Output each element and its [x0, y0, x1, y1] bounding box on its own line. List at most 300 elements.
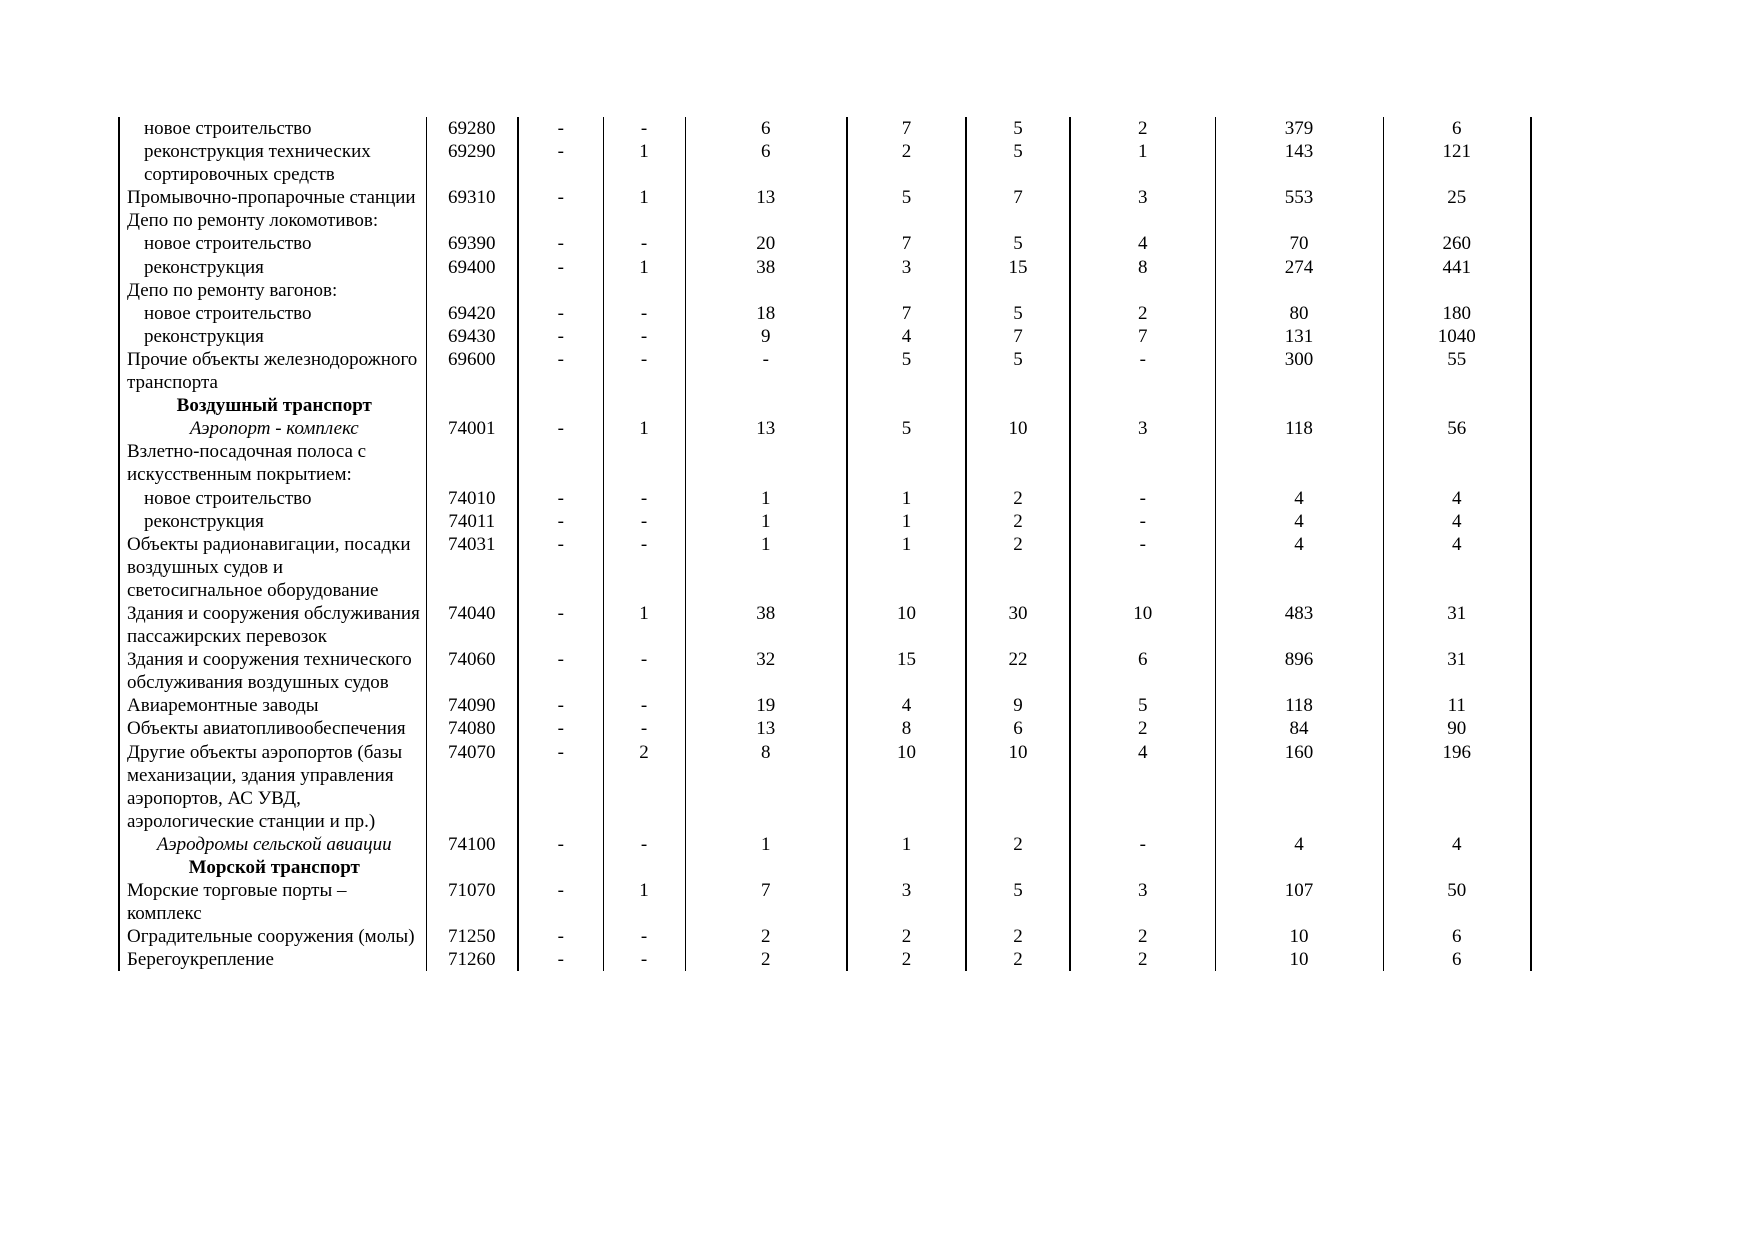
- col8-cell: [1383, 302, 1531, 325]
- col7-value: 274: [1284, 256, 1314, 278]
- col2-cell: [603, 487, 685, 510]
- col6-value: 2: [1138, 118, 1148, 139]
- col8-value: 1040: [1437, 325, 1476, 347]
- col8-cell: [1383, 232, 1531, 255]
- col6-value: 4: [1138, 233, 1148, 255]
- col1-cell: [518, 117, 603, 140]
- col4-value: 4: [901, 695, 912, 717]
- col8-value: 4: [1452, 510, 1462, 532]
- col2-value: -: [640, 510, 648, 532]
- col1-value: -: [557, 302, 564, 324]
- col5-cell: [966, 348, 1070, 394]
- col3-value: 8: [761, 741, 771, 763]
- col6-value: 7: [1138, 325, 1148, 347]
- object-name-cell: [119, 394, 426, 417]
- object-name: реконструкция: [144, 510, 264, 532]
- col8-cell: [1383, 925, 1531, 948]
- col5-cell: [966, 510, 1070, 533]
- col5-value: 10: [1008, 418, 1028, 440]
- col5-cell: [966, 302, 1070, 325]
- code-value: 69600: [448, 348, 496, 370]
- col6-cell: [1070, 140, 1215, 186]
- col7-value: 553: [1284, 187, 1314, 209]
- col5-cell: [966, 717, 1070, 740]
- col7-value: 4: [1294, 487, 1304, 509]
- code-value: 69430: [448, 325, 496, 347]
- col6-value: -: [1139, 487, 1146, 509]
- col5-cell: [966, 209, 1070, 232]
- col8-value: 260: [1442, 233, 1471, 255]
- col2-value: -: [640, 926, 648, 948]
- table-row: [119, 117, 1531, 140]
- col2-value: 1: [639, 880, 649, 902]
- col5-cell: [966, 856, 1070, 879]
- code-value: 74040: [448, 602, 496, 624]
- col4-cell: [847, 279, 966, 302]
- col1-cell: [518, 856, 603, 879]
- col4-cell: [847, 302, 966, 325]
- col5-cell: [966, 602, 1070, 648]
- col6-cell: [1070, 925, 1215, 948]
- col8-cell: [1383, 348, 1531, 394]
- object-name: Аэропорт - комплекс: [189, 418, 359, 440]
- code-cell: [426, 325, 518, 348]
- object-name: Здания и сооружения обслуживания пассажирских перевозок: [127, 602, 420, 648]
- col8-value: 180: [1442, 302, 1471, 324]
- col1-value: -: [557, 695, 564, 717]
- col6-cell: [1070, 186, 1215, 209]
- object-name-cell: [119, 279, 426, 302]
- table-row: [119, 602, 1531, 648]
- table-row: [119, 648, 1531, 694]
- col3-cell: [685, 833, 847, 856]
- object-name-cell: [119, 833, 426, 856]
- object-name: новое строительство: [144, 487, 312, 509]
- col6-cell: [1070, 856, 1215, 879]
- col4-cell: [847, 533, 966, 602]
- object-name: Морской транспорт: [188, 857, 360, 878]
- col7-value: 4: [1294, 510, 1304, 532]
- col1-cell: [518, 440, 603, 486]
- col2-cell: [603, 533, 685, 602]
- object-name-cell: [119, 925, 426, 948]
- col1-value: -: [557, 926, 564, 948]
- col8-value: 6: [1452, 926, 1462, 948]
- col5-value: 5: [1013, 118, 1023, 139]
- col4-value: 1: [901, 833, 912, 855]
- col7-cell: [1215, 440, 1383, 486]
- col1-cell: [518, 694, 603, 717]
- object-name: Промывочно-пропарочные станции: [127, 187, 416, 209]
- col3-value: 1: [761, 533, 771, 555]
- col2-value: -: [640, 718, 648, 740]
- col6-cell: [1070, 879, 1215, 925]
- col8-cell: [1383, 394, 1531, 417]
- col1-cell: [518, 879, 603, 925]
- table-row: [119, 948, 1531, 971]
- col5-value: 5: [1013, 141, 1023, 163]
- code-cell: [426, 186, 518, 209]
- object-name-cell: [119, 232, 426, 255]
- col4-value: 2: [901, 141, 912, 163]
- col8-cell: [1383, 833, 1531, 856]
- col3-cell: [685, 533, 847, 602]
- col2-cell: [603, 648, 685, 694]
- code-value: 74001: [448, 418, 496, 440]
- object-name: реконструкция: [144, 325, 264, 347]
- col2-value: -: [640, 118, 648, 139]
- object-name-cell: [119, 948, 426, 971]
- col6-value: 3: [1138, 418, 1148, 440]
- col5-value: 7: [1013, 187, 1023, 209]
- table-row: [119, 186, 1531, 209]
- code-value: 74060: [448, 649, 496, 671]
- object-name-cell: [119, 694, 426, 717]
- col5-cell: [966, 440, 1070, 486]
- col3-value: 2: [761, 926, 771, 948]
- object-name-cell: [119, 533, 426, 602]
- col8-cell: [1383, 186, 1531, 209]
- col5-value: 9: [1013, 695, 1023, 717]
- col2-cell: [603, 417, 685, 440]
- col7-cell: [1215, 302, 1383, 325]
- object-name-cell: [119, 602, 426, 648]
- object-name: Депо по ремонту локомотивов:: [127, 210, 379, 232]
- col2-cell: [603, 717, 685, 740]
- col2-value: -: [640, 695, 648, 717]
- col3-cell: [685, 487, 847, 510]
- object-name: Здания и сооружения технического обслуживания воздушных судов: [127, 649, 412, 694]
- object-name: Оградительные сооружения (молы): [127, 926, 415, 948]
- col1-value: -: [557, 418, 564, 440]
- col2-value: -: [640, 325, 648, 347]
- col2-value: -: [640, 487, 648, 509]
- code-cell: [426, 232, 518, 255]
- col1-cell: [518, 232, 603, 255]
- col1-cell: [518, 648, 603, 694]
- table-body: [119, 117, 1531, 971]
- col5-value: 5: [1013, 880, 1023, 902]
- col6-value: 1: [1138, 141, 1148, 163]
- code-cell: [426, 256, 518, 279]
- col5-value: 15: [1008, 256, 1028, 278]
- table-row: [119, 440, 1531, 486]
- col5-cell: [966, 417, 1070, 440]
- col3-value: 13: [756, 187, 776, 209]
- col4-cell: [847, 648, 966, 694]
- code-value: 74080: [448, 718, 496, 740]
- col6-value: 2: [1138, 926, 1148, 948]
- table-row: [119, 348, 1531, 394]
- table-row: [119, 209, 1531, 232]
- col3-cell: [685, 117, 847, 140]
- col3-value: 13: [756, 718, 776, 740]
- col6-value: 3: [1138, 880, 1148, 902]
- col7-cell: [1215, 533, 1383, 602]
- col2-value: 1: [639, 256, 649, 278]
- col3-value: 6: [761, 118, 771, 139]
- col4-value: 1: [901, 533, 912, 555]
- col4-cell: [847, 140, 966, 186]
- col7-cell: [1215, 856, 1383, 879]
- col5-cell: [966, 394, 1070, 417]
- col1-cell: [518, 348, 603, 394]
- col4-cell: [847, 694, 966, 717]
- col6-value: 10: [1133, 602, 1153, 624]
- col6-cell: [1070, 602, 1215, 648]
- col1-cell: [518, 140, 603, 186]
- col1-value: -: [557, 649, 564, 671]
- col7-value: 131: [1284, 325, 1314, 347]
- col2-cell: [603, 325, 685, 348]
- col1-cell: [518, 741, 603, 833]
- col6-value: -: [1139, 533, 1146, 555]
- col2-cell: [603, 833, 685, 856]
- code-value: 74031: [448, 533, 496, 555]
- col8-value: 31: [1447, 602, 1467, 624]
- col2-value: -: [640, 533, 648, 555]
- col2-value: -: [640, 302, 648, 324]
- col3-cell: [685, 140, 847, 186]
- col1-value: -: [557, 187, 564, 209]
- col7-value: 300: [1284, 348, 1314, 370]
- object-name: реконструкция технических сортировочных средств: [144, 141, 371, 186]
- col6-cell: [1070, 510, 1215, 533]
- col5-cell: [966, 232, 1070, 255]
- col1-value: -: [557, 833, 564, 855]
- col1-value: -: [557, 533, 564, 555]
- col1-value: -: [557, 118, 564, 139]
- col3-cell: [685, 232, 847, 255]
- col7-value: 483: [1284, 602, 1314, 624]
- col6-cell: [1070, 440, 1215, 486]
- col8-cell: [1383, 117, 1531, 140]
- code-cell: [426, 602, 518, 648]
- col3-cell: [685, 602, 847, 648]
- col3-cell: [685, 648, 847, 694]
- col2-cell: [603, 232, 685, 255]
- col6-value: -: [1139, 510, 1146, 532]
- object-name-cell: [119, 348, 426, 394]
- col3-value: 7: [761, 880, 771, 902]
- col5-value: 2: [1013, 949, 1023, 971]
- col4-cell: [847, 948, 966, 971]
- col4-cell: [847, 325, 966, 348]
- object-name: Взлетно-посадочная полоса с искусственным покрытием:: [127, 441, 367, 486]
- col8-cell: [1383, 256, 1531, 279]
- col7-value: 4: [1294, 833, 1304, 855]
- col4-cell: [847, 602, 966, 648]
- col8-cell: [1383, 717, 1531, 740]
- col4-value: 15: [897, 649, 916, 671]
- col8-value: 196: [1442, 741, 1471, 763]
- col1-value: -: [557, 233, 564, 255]
- col8-cell: [1383, 533, 1531, 602]
- col1-cell: [518, 325, 603, 348]
- object-name: Объекты радионавигации, посадки воздушных судов и светосигнальное оборудование: [127, 533, 411, 601]
- object-name-cell: [119, 856, 426, 879]
- col7-cell: [1215, 256, 1383, 279]
- table-row: [119, 694, 1531, 717]
- table-row: [119, 533, 1531, 602]
- col6-cell: [1070, 302, 1215, 325]
- col2-cell: [603, 948, 685, 971]
- col4-value: 7: [901, 233, 912, 255]
- col8-value: 4: [1452, 487, 1462, 509]
- col2-cell: [603, 879, 685, 925]
- code-cell: [426, 717, 518, 740]
- col7-value: 896: [1284, 649, 1314, 671]
- col2-value: 1: [639, 418, 649, 440]
- col8-value: 121: [1442, 141, 1471, 163]
- col6-value: 2: [1138, 718, 1148, 740]
- col7-value: 84: [1289, 718, 1309, 740]
- col4-cell: [847, 925, 966, 948]
- col8-cell: [1383, 602, 1531, 648]
- table-row: [119, 879, 1531, 925]
- col4-value: 5: [901, 418, 912, 440]
- col4-cell: [847, 394, 966, 417]
- col2-value: 1: [639, 187, 649, 209]
- col7-value: 10: [1289, 926, 1309, 948]
- code-cell: [426, 694, 518, 717]
- col3-value: 18: [756, 302, 776, 324]
- col3-cell: [685, 925, 847, 948]
- col2-cell: [603, 440, 685, 486]
- col8-cell: [1383, 209, 1531, 232]
- col6-cell: [1070, 279, 1215, 302]
- col3-cell: [685, 741, 847, 833]
- col6-value: 2: [1138, 302, 1148, 324]
- col1-value: -: [557, 718, 564, 740]
- col7-cell: [1215, 741, 1383, 833]
- code-cell: [426, 417, 518, 440]
- col4-cell: [847, 256, 966, 279]
- col8-cell: [1383, 487, 1531, 510]
- col4-value: 5: [901, 348, 912, 370]
- col2-cell: [603, 348, 685, 394]
- code-value: 69290: [448, 141, 496, 163]
- col1-value: -: [557, 256, 564, 278]
- code-value: 74070: [448, 741, 496, 763]
- col1-value: -: [557, 348, 564, 370]
- col1-value: -: [557, 487, 564, 509]
- col2-value: -: [640, 649, 648, 671]
- col1-value: -: [557, 949, 564, 971]
- col1-cell: [518, 833, 603, 856]
- col4-cell: [847, 209, 966, 232]
- code-value: 69280: [448, 118, 496, 139]
- table-row: [119, 325, 1531, 348]
- col7-value: 143: [1284, 141, 1314, 163]
- col7-value: 118: [1285, 695, 1313, 717]
- object-name: Прочие объекты железнодорожного транспорта: [127, 348, 418, 394]
- code-value: 71070: [448, 880, 496, 902]
- col7-cell: [1215, 487, 1383, 510]
- col2-cell: [603, 302, 685, 325]
- col7-cell: [1215, 948, 1383, 971]
- col2-cell: [603, 394, 685, 417]
- object-name-cell: [119, 510, 426, 533]
- col1-cell: [518, 279, 603, 302]
- code-cell: [426, 925, 518, 948]
- object-name-cell: [119, 302, 426, 325]
- col3-cell: [685, 279, 847, 302]
- col1-value: -: [557, 741, 564, 763]
- col8-cell: [1383, 510, 1531, 533]
- col2-value: 1: [639, 602, 649, 624]
- col3-value: 20: [756, 233, 776, 255]
- col8-cell: [1383, 279, 1531, 302]
- col4-value: 5: [901, 187, 912, 209]
- col3-cell: [685, 325, 847, 348]
- col6-value: 4: [1138, 741, 1148, 763]
- code-cell: [426, 440, 518, 486]
- table-row: [119, 717, 1531, 740]
- col1-cell: [518, 417, 603, 440]
- col3-value: 13: [756, 418, 776, 440]
- col3-value: 38: [756, 256, 776, 278]
- col7-value: 70: [1289, 233, 1309, 255]
- code-cell: [426, 348, 518, 394]
- col6-value: 8: [1138, 256, 1148, 278]
- col5-cell: [966, 325, 1070, 348]
- col4-cell: [847, 186, 966, 209]
- col2-cell: [603, 602, 685, 648]
- col7-value: 379: [1284, 118, 1314, 139]
- code-value: 74090: [448, 695, 496, 717]
- col5-cell: [966, 648, 1070, 694]
- col4-value: 10: [897, 602, 916, 624]
- col4-cell: [847, 348, 966, 394]
- col5-value: 7: [1013, 325, 1023, 347]
- object-name-cell: [119, 325, 426, 348]
- col4-cell: [847, 417, 966, 440]
- object-name-cell: [119, 117, 426, 140]
- col1-value: -: [557, 325, 564, 347]
- col3-cell: [685, 440, 847, 486]
- col4-cell: [847, 232, 966, 255]
- col8-value: 441: [1442, 256, 1471, 278]
- col4-value: 4: [901, 325, 912, 347]
- col5-value: 2: [1013, 926, 1023, 948]
- col2-cell: [603, 510, 685, 533]
- table-row: [119, 140, 1531, 186]
- code-value: 71260: [448, 949, 496, 971]
- object-name-cell: [119, 256, 426, 279]
- col8-cell: [1383, 694, 1531, 717]
- object-name: Морские торговые порты – комплекс: [127, 880, 347, 925]
- col8-cell: [1383, 741, 1531, 833]
- col3-cell: [685, 417, 847, 440]
- col2-value: -: [640, 949, 648, 971]
- col3-cell: [685, 348, 847, 394]
- col4-value: 3: [901, 880, 912, 902]
- col5-value: 5: [1013, 233, 1023, 255]
- col5-cell: [966, 533, 1070, 602]
- col7-cell: [1215, 925, 1383, 948]
- col3-value: 19: [756, 695, 776, 717]
- col7-cell: [1215, 394, 1383, 417]
- col6-value: 3: [1138, 187, 1148, 209]
- object-name-cell: [119, 648, 426, 694]
- code-value: 69390: [448, 233, 496, 255]
- col1-cell: [518, 533, 603, 602]
- col4-cell: [847, 833, 966, 856]
- col3-value: 1: [761, 487, 771, 509]
- table-row: [119, 302, 1531, 325]
- col7-cell: [1215, 833, 1383, 856]
